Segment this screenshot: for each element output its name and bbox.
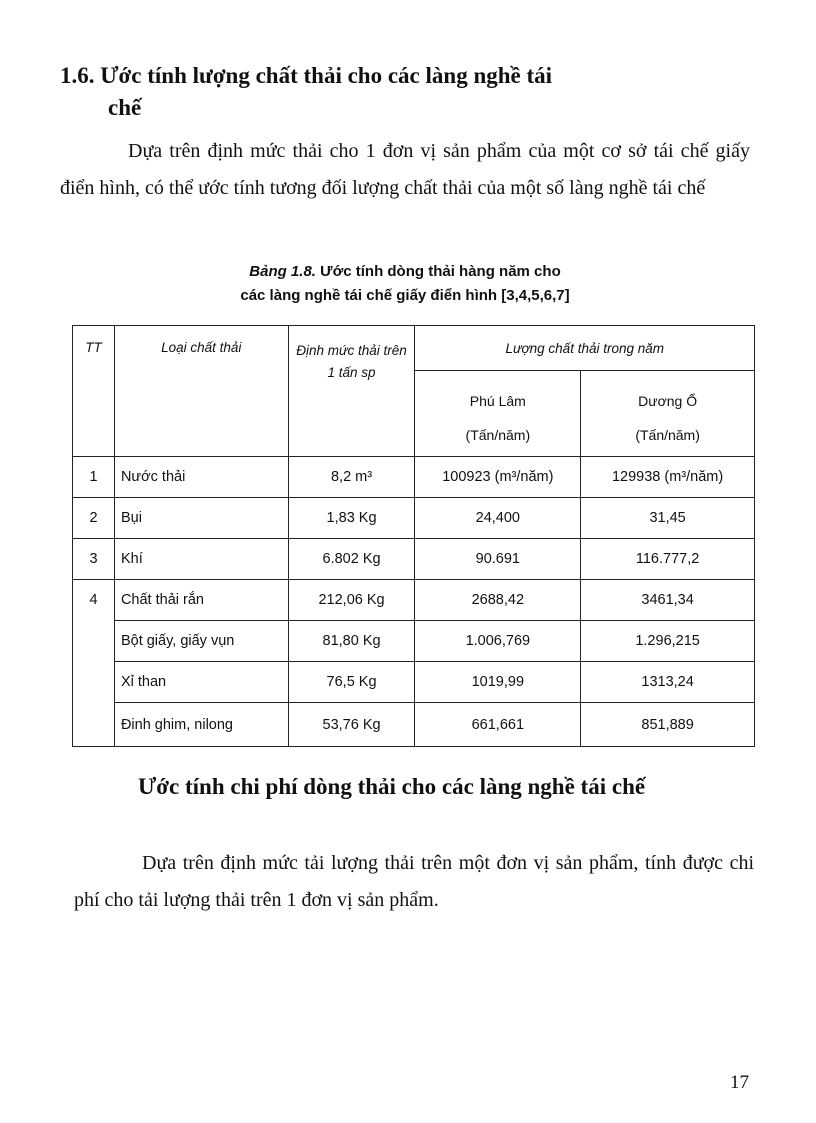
cell-village1: 1019,99 [415, 662, 581, 703]
cell-tt: 1 [73, 457, 115, 498]
table-row [73, 621, 755, 662]
header-type: Loại chất thải [114, 326, 288, 457]
header-village2 [581, 371, 755, 457]
section-title-line1: Ước tính lượng chất thải cho các làng nghề tái [100, 63, 553, 88]
cell-tt: 3 [73, 539, 115, 580]
village1-unit: (Tấn/năm) [465, 426, 531, 443]
section-title-line2: chế [108, 95, 142, 120]
village2-name: Dương Ổ [638, 392, 698, 409]
header-tt: TT [73, 326, 115, 457]
table-caption [70, 260, 740, 308]
cell-village2: 3461,34 [581, 580, 755, 621]
cell-village1: 1.006,769 [415, 621, 581, 662]
cell-village1: 24,400 [415, 498, 581, 539]
cell-type: Khí [114, 539, 288, 580]
cell-tt: 2 [73, 498, 115, 539]
cell-norm: 212,06 Kg [288, 580, 415, 621]
cell-norm: 81,80 Kg [288, 621, 415, 662]
intro-paragraph [60, 133, 750, 207]
table-caption-line1: Ước tính dòng thải hàng năm cho [320, 263, 561, 280]
cell-village1: 90.691 [415, 539, 581, 580]
cell-type: Nước thải [114, 457, 288, 498]
subsection-title: Ước tính chi phí dòng thải cho các làng nghề tái chế [138, 774, 646, 799]
closing-paragraph-text: Dựa trên định mức tải lượng thải trên một đơn vị sản phẩm, tính được chi phí cho tải lượng thải trên 1 đơn vị sản phẩm. [74, 852, 754, 911]
cell-village1: 661,661 [415, 703, 581, 747]
table-row [73, 539, 755, 580]
page-number: 17 [730, 1072, 749, 1093]
intro-paragraph-text: Dựa trên định mức thải cho 1 đơn vị sản phẩm của một cơ sở tái chế giấy điển hình, có thể ước tính tương đối lượng chất thải của một số làng nghề tái chế [60, 140, 750, 199]
cell-norm: 76,5 Kg [288, 662, 415, 703]
cell-village2: 31,45 [581, 498, 755, 539]
table-row [73, 457, 755, 498]
header-norm: Định mức thải trên 1 tấn sp [288, 326, 415, 457]
cell-village2: 1.296,215 [581, 621, 755, 662]
table-caption-label: Bảng 1.8. [249, 263, 316, 280]
cell-type: Chất thải rắn [114, 580, 288, 621]
cell-type: Xỉ than [114, 662, 288, 703]
table-row [73, 662, 755, 703]
table-row [73, 498, 755, 539]
section-heading [60, 60, 750, 124]
cell-norm: 6.802 Kg [288, 539, 415, 580]
table-header-row [73, 326, 755, 371]
cell-norm: 8,2 m³ [288, 457, 415, 498]
subsection-heading [74, 768, 754, 806]
header-village1 [415, 371, 581, 457]
cell-tt [73, 662, 115, 703]
table-row [73, 703, 755, 747]
cell-village2: 1313,24 [581, 662, 755, 703]
table-row [73, 580, 755, 621]
cell-norm: 1,83 Kg [288, 498, 415, 539]
cell-type: Đinh ghim, nilong [114, 703, 288, 747]
waste-table [72, 325, 755, 747]
village1-name: Phú Lâm [469, 392, 526, 409]
cell-village2: 129938 (m³/năm) [581, 457, 755, 498]
cell-norm: 53,76 Kg [288, 703, 415, 747]
cell-village1: 2688,42 [415, 580, 581, 621]
cell-tt [73, 621, 115, 662]
cell-village2: 851,889 [581, 703, 755, 747]
cell-village1: 100923 (m³/năm) [415, 457, 581, 498]
cell-tt [73, 703, 115, 747]
village2-unit: (Tấn/năm) [635, 426, 700, 443]
cell-village2: 116.777,2 [581, 539, 755, 580]
header-annual: Lượng chất thải trong năm [415, 326, 755, 371]
cell-type: Bột giấy, giấy vụn [114, 621, 288, 662]
section-number: 1.6. [60, 63, 95, 88]
closing-paragraph [74, 845, 754, 919]
cell-type: Bụi [114, 498, 288, 539]
table-caption-line2: các làng nghề tái chế giấy điển hình [3,4,5,6,7] [240, 287, 570, 304]
cell-tt: 4 [73, 580, 115, 621]
